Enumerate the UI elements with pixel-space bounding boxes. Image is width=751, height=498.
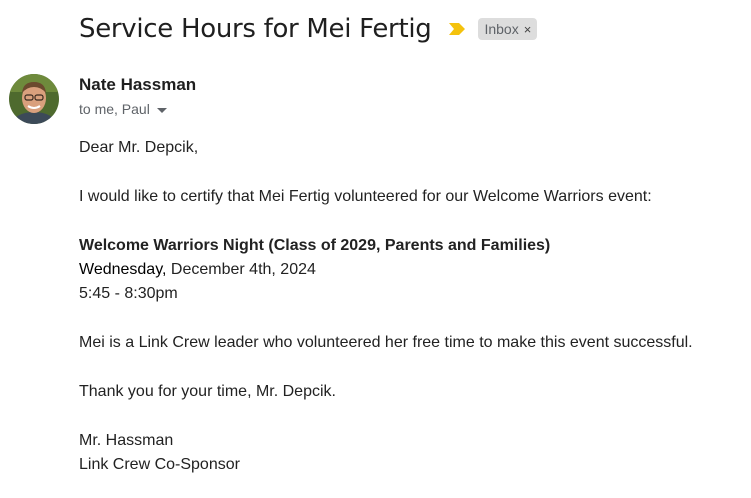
intro-paragraph: I would like to certify that Mei Fertig volunteered for our Welcome Warriors event: bbox=[79, 187, 652, 205]
sender-photo bbox=[9, 74, 59, 124]
recipients-toggle[interactable] bbox=[79, 101, 167, 117]
sender-name: Nate Hassman bbox=[79, 75, 197, 94]
event-title: Welcome Warriors Night (Class of 2029, Parents and Families) bbox=[79, 236, 551, 254]
event-date-line bbox=[79, 258, 739, 282]
email-body bbox=[79, 136, 739, 478]
avatar[interactable] bbox=[9, 74, 59, 124]
email-subject: Service Hours for Mei Fertig bbox=[79, 14, 432, 44]
event-time: 5:45 - 8:30pm bbox=[79, 285, 178, 303]
importance-marker-icon[interactable] bbox=[448, 22, 466, 36]
remove-label-icon[interactable]: × bbox=[523, 21, 532, 37]
label-text: Inbox bbox=[484, 21, 519, 37]
thanks-paragraph: Thank you for your time, Mr. Depcik. bbox=[79, 383, 336, 400]
event-day: Wednesday, bbox=[79, 261, 167, 278]
chevron-down-icon[interactable] bbox=[157, 108, 167, 113]
event-date: December 4th, 2024 bbox=[166, 261, 316, 278]
inbox-label-chip[interactable] bbox=[478, 18, 537, 40]
signature-name: Mr. Hassman bbox=[79, 431, 174, 449]
recipients-text: to me, Paul bbox=[79, 101, 150, 117]
email-header bbox=[79, 14, 537, 44]
signature-title: Link Crew Co-Sponsor bbox=[79, 456, 240, 474]
statement-paragraph: Mei is a Link Crew leader who volunteered her free time to make this event successful. bbox=[79, 334, 693, 352]
greeting: Dear Mr. Depcik, bbox=[79, 139, 199, 156]
